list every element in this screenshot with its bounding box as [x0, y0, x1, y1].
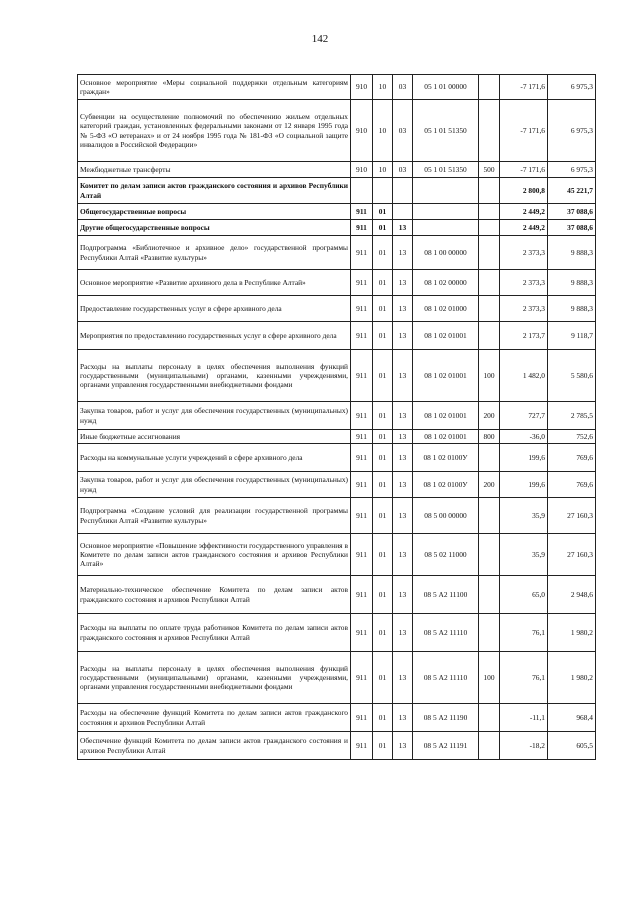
- row-subsection-cell: 03: [393, 100, 413, 162]
- row-name-cell: Подпрограмма «Создание условий для реализации государственной программы Республики Алтай «Развитие культуры»: [78, 498, 351, 534]
- row-section-cell: 01: [373, 576, 393, 614]
- row-name-cell: Основное мероприятие «Повышение эффективности государственного управления в Комитете по делам записи актов гражданского состояния и архивов Республики Алтай»: [78, 534, 351, 576]
- row-amount-change-cell: 2 449,2: [500, 204, 548, 220]
- row-amount-change-cell: 76,1: [500, 652, 548, 704]
- row-amount-change-cell: 199,6: [500, 472, 548, 498]
- row-amount-change-cell: 727,7: [500, 402, 548, 430]
- budget-table: [77, 74, 596, 760]
- page-number: 142: [311, 33, 329, 45]
- row-name-cell: Обеспечение функций Комитета по делам записи актов гражданского состояния и архивов Республики Алтай: [78, 732, 351, 760]
- row-name-cell: Комитет по делам записи актов гражданского состояния и архивов Республики Алтай: [78, 178, 351, 204]
- row-name-cell: Расходы на выплаты по оплате труда работников Комитета по делам записи актов гражданского состояния и архивов Республики Алтай: [78, 614, 351, 652]
- row-amount-total-cell: 37 088,6: [548, 204, 596, 220]
- row-section-cell: 01: [373, 350, 393, 402]
- row-target-article-cell: [413, 220, 479, 236]
- row-subsection-cell: 13: [393, 614, 413, 652]
- row-subsection-cell: 13: [393, 534, 413, 576]
- row-subsection-cell: 13: [393, 498, 413, 534]
- table-row: [78, 402, 596, 430]
- row-section-cell: 01: [373, 444, 393, 472]
- table-row: [78, 534, 596, 576]
- row-ved-cell: 910: [351, 75, 373, 100]
- table-row: [78, 204, 596, 220]
- row-name-cell: Мероприятия по предоставлению государственных услуг в сфере архивного дела: [78, 322, 351, 350]
- row-expense-type-cell: [479, 322, 500, 350]
- row-section-cell: 01: [373, 204, 393, 220]
- row-amount-change-cell: 2 800,8: [500, 178, 548, 204]
- row-amount-change-cell: -7 171,6: [500, 162, 548, 178]
- row-name-cell: Межбюджетные трансферты: [78, 162, 351, 178]
- row-amount-total-cell: 9 888,3: [548, 270, 596, 296]
- row-subsection-cell: 13: [393, 652, 413, 704]
- table-row: [78, 614, 596, 652]
- table-row: [78, 178, 596, 204]
- row-section-cell: 10: [373, 100, 393, 162]
- row-target-article-cell: 08 1 02 01001: [413, 430, 479, 444]
- row-ved-cell: [351, 178, 373, 204]
- row-amount-total-cell: 769,6: [548, 472, 596, 498]
- row-amount-total-cell: 6 975,3: [548, 162, 596, 178]
- row-expense-type-cell: [479, 498, 500, 534]
- row-ved-cell: 911: [351, 402, 373, 430]
- row-subsection-cell: 13: [393, 732, 413, 760]
- row-expense-type-cell: [479, 614, 500, 652]
- row-name-cell: Расходы на коммунальные услуги учреждений в сфере архивного дела: [78, 444, 351, 472]
- row-amount-total-cell: 968,4: [548, 704, 596, 732]
- row-subsection-cell: 13: [393, 236, 413, 270]
- row-expense-type-cell: [479, 270, 500, 296]
- row-subsection-cell: 13: [393, 220, 413, 236]
- table-row: [78, 75, 596, 100]
- table-row: [78, 444, 596, 472]
- row-expense-type-cell: 500: [479, 162, 500, 178]
- row-ved-cell: 911: [351, 704, 373, 732]
- row-name-cell: Основное мероприятие «Меры социальной поддержки отдельным категориям граждан»: [78, 75, 351, 100]
- row-subsection-cell: 13: [393, 444, 413, 472]
- row-target-article-cell: 08 1 02 0100У: [413, 472, 479, 498]
- row-section-cell: 01: [373, 732, 393, 760]
- row-amount-change-cell: -7 171,6: [500, 75, 548, 100]
- row-ved-cell: 911: [351, 534, 373, 576]
- row-amount-total-cell: 2 785,5: [548, 402, 596, 430]
- row-name-cell: Закупка товаров, работ и услуг для обеспечения государственных (муниципальных) нужд: [78, 402, 351, 430]
- row-target-article-cell: 08 5 02 11000: [413, 534, 479, 576]
- row-amount-total-cell: 9 888,3: [548, 236, 596, 270]
- row-amount-total-cell: 605,5: [548, 732, 596, 760]
- row-target-article-cell: 08 1 00 00000: [413, 236, 479, 270]
- row-expense-type-cell: [479, 704, 500, 732]
- row-expense-type-cell: [479, 576, 500, 614]
- row-section-cell: 01: [373, 402, 393, 430]
- row-amount-total-cell: 5 580,6: [548, 350, 596, 402]
- row-name-cell: Материально-техническое обеспечение Комитета по делам записи актов гражданского состояния и архивов Республики Алтай: [78, 576, 351, 614]
- row-target-article-cell: 05 1 01 51350: [413, 162, 479, 178]
- row-expense-type-cell: 800: [479, 430, 500, 444]
- table-row: [78, 498, 596, 534]
- row-subsection-cell: 13: [393, 322, 413, 350]
- row-target-article-cell: 08 5 00 00000: [413, 498, 479, 534]
- row-ved-cell: 911: [351, 576, 373, 614]
- row-section-cell: 10: [373, 162, 393, 178]
- row-section-cell: 01: [373, 322, 393, 350]
- row-amount-change-cell: 65,0: [500, 576, 548, 614]
- row-amount-change-cell: 2 449,2: [500, 220, 548, 236]
- row-expense-type-cell: 100: [479, 652, 500, 704]
- table-row: [78, 100, 596, 162]
- table-row: [78, 652, 596, 704]
- row-expense-type-cell: [479, 100, 500, 162]
- row-target-article-cell: 05 1 01 00000: [413, 75, 479, 100]
- table-row: [78, 322, 596, 350]
- row-name-cell: Другие общегосударственные вопросы: [78, 220, 351, 236]
- row-expense-type-cell: 200: [479, 402, 500, 430]
- table-row: [78, 162, 596, 178]
- row-subsection-cell: 13: [393, 472, 413, 498]
- row-name-cell: Расходы на выплаты персоналу в целях обеспечения выполнения функций государственными (муниципальными) органами, казенными учреждениями, органами управления государственными внебюджетными фондами: [78, 652, 351, 704]
- row-ved-cell: 911: [351, 322, 373, 350]
- row-amount-change-cell: 1 482,0: [500, 350, 548, 402]
- row-section-cell: 10: [373, 75, 393, 100]
- row-expense-type-cell: 200: [479, 472, 500, 498]
- row-name-cell: Основное мероприятие «Развитие архивного дела в Республике Алтай»: [78, 270, 351, 296]
- row-target-article-cell: 08 5 А2 11110: [413, 652, 479, 704]
- row-target-article-cell: 08 5 А2 11190: [413, 704, 479, 732]
- row-subsection-cell: [393, 204, 413, 220]
- table-row: [78, 220, 596, 236]
- row-amount-change-cell: 199,6: [500, 444, 548, 472]
- row-name-cell: Закупка товаров, работ и услуг для обеспечения государственных (муниципальных) нужд: [78, 472, 351, 498]
- budget-table-body: [78, 75, 596, 760]
- row-amount-total-cell: 752,6: [548, 430, 596, 444]
- table-row: [78, 270, 596, 296]
- row-name-cell: Предоставление государственных услуг в сфере архивного дела: [78, 296, 351, 322]
- row-name-cell: Общегосударственные вопросы: [78, 204, 351, 220]
- row-ved-cell: 910: [351, 162, 373, 178]
- table-row: [78, 430, 596, 444]
- row-section-cell: 01: [373, 652, 393, 704]
- table-row: [78, 296, 596, 322]
- row-section-cell: 01: [373, 220, 393, 236]
- row-amount-change-cell: -7 171,6: [500, 100, 548, 162]
- row-subsection-cell: 13: [393, 270, 413, 296]
- row-subsection-cell: 13: [393, 430, 413, 444]
- row-amount-total-cell: 9 118,7: [548, 322, 596, 350]
- row-ved-cell: 911: [351, 204, 373, 220]
- table-row: [78, 472, 596, 498]
- row-amount-total-cell: 6 975,3: [548, 75, 596, 100]
- row-target-article-cell: [413, 178, 479, 204]
- row-name-cell: Расходы на обеспечение функций Комитета по делам записи актов гражданского состояния и архивов Республики Алтай: [78, 704, 351, 732]
- row-section-cell: 01: [373, 430, 393, 444]
- row-section-cell: 01: [373, 534, 393, 576]
- row-expense-type-cell: [479, 296, 500, 322]
- row-target-article-cell: 08 5 А2 11191: [413, 732, 479, 760]
- row-target-article-cell: 08 1 02 01000: [413, 296, 479, 322]
- row-amount-total-cell: 1 980,2: [548, 614, 596, 652]
- row-amount-change-cell: 35,9: [500, 534, 548, 576]
- row-subsection-cell: 13: [393, 350, 413, 402]
- row-section-cell: 01: [373, 236, 393, 270]
- row-amount-change-cell: 2 373,3: [500, 270, 548, 296]
- row-subsection-cell: 13: [393, 296, 413, 322]
- row-target-article-cell: 08 1 02 01001: [413, 322, 479, 350]
- row-expense-type-cell: [479, 236, 500, 270]
- row-ved-cell: 911: [351, 270, 373, 296]
- row-amount-change-cell: -11,1: [500, 704, 548, 732]
- row-ved-cell: 911: [351, 614, 373, 652]
- row-target-article-cell: 05 1 01 51350: [413, 100, 479, 162]
- row-ved-cell: 911: [351, 444, 373, 472]
- row-amount-total-cell: 45 221,7: [548, 178, 596, 204]
- row-amount-total-cell: 27 160,3: [548, 498, 596, 534]
- table-row: [78, 576, 596, 614]
- row-target-article-cell: 08 1 02 00000: [413, 270, 479, 296]
- row-name-cell: Расходы на выплаты персоналу в целях обеспечения выполнения функций государственными (муниципальными) органами, казенными учреждениями, органами управления государственными внебюджетными фондами: [78, 350, 351, 402]
- row-name-cell: Субвенции на осуществление полномочий по обеспечению жильем отдельных категорий граждан, установленных федеральными законами от 12 января 1995 года № 5-ФЗ «О ветеранах» и от 24 ноября 1995 года № 181-ФЗ «О социальной защите инвалидов в Российской Федерации»: [78, 100, 351, 162]
- row-amount-change-cell: 35,9: [500, 498, 548, 534]
- row-ved-cell: 911: [351, 220, 373, 236]
- row-target-article-cell: 08 1 02 01001: [413, 350, 479, 402]
- row-subsection-cell: 13: [393, 704, 413, 732]
- row-ved-cell: 910: [351, 100, 373, 162]
- row-section-cell: 01: [373, 498, 393, 534]
- row-amount-total-cell: 2 948,6: [548, 576, 596, 614]
- row-target-article-cell: 08 1 02 01001: [413, 402, 479, 430]
- row-amount-change-cell: 2 373,3: [500, 236, 548, 270]
- row-amount-change-cell: 2 173,7: [500, 322, 548, 350]
- row-section-cell: 01: [373, 704, 393, 732]
- row-amount-change-cell: 2 373,3: [500, 296, 548, 322]
- row-section-cell: 01: [373, 614, 393, 652]
- row-section-cell: [373, 178, 393, 204]
- row-name-cell: Иные бюджетные ассигнования: [78, 430, 351, 444]
- row-amount-total-cell: 1 980,2: [548, 652, 596, 704]
- row-ved-cell: 911: [351, 652, 373, 704]
- row-amount-total-cell: 37 088,6: [548, 220, 596, 236]
- row-amount-change-cell: 76,1: [500, 614, 548, 652]
- row-amount-total-cell: 9 888,3: [548, 296, 596, 322]
- row-target-article-cell: [413, 204, 479, 220]
- table-row: [78, 732, 596, 760]
- row-subsection-cell: 03: [393, 162, 413, 178]
- row-ved-cell: 911: [351, 430, 373, 444]
- row-expense-type-cell: [479, 178, 500, 204]
- row-expense-type-cell: [479, 204, 500, 220]
- row-target-article-cell: 08 1 02 0100У: [413, 444, 479, 472]
- row-subsection-cell: 13: [393, 402, 413, 430]
- table-row: [78, 236, 596, 270]
- row-expense-type-cell: [479, 444, 500, 472]
- row-section-cell: 01: [373, 270, 393, 296]
- row-ved-cell: 911: [351, 732, 373, 760]
- row-amount-change-cell: -36,0: [500, 430, 548, 444]
- row-amount-total-cell: 6 975,3: [548, 100, 596, 162]
- row-amount-change-cell: -18,2: [500, 732, 548, 760]
- row-expense-type-cell: [479, 75, 500, 100]
- row-amount-total-cell: 769,6: [548, 444, 596, 472]
- row-ved-cell: 911: [351, 296, 373, 322]
- row-subsection-cell: [393, 178, 413, 204]
- row-ved-cell: 911: [351, 236, 373, 270]
- row-name-cell: Подпрограмма «Библиотечное и архивное дело» государственной программы Республики Алтай «Развитие культуры»: [78, 236, 351, 270]
- row-expense-type-cell: [479, 220, 500, 236]
- row-target-article-cell: 08 5 А2 11100: [413, 576, 479, 614]
- table-row: [78, 704, 596, 732]
- row-expense-type-cell: [479, 534, 500, 576]
- row-expense-type-cell: [479, 732, 500, 760]
- row-subsection-cell: 13: [393, 576, 413, 614]
- row-section-cell: 01: [373, 472, 393, 498]
- row-ved-cell: 911: [351, 472, 373, 498]
- row-amount-total-cell: 27 160,3: [548, 534, 596, 576]
- row-expense-type-cell: 100: [479, 350, 500, 402]
- row-section-cell: 01: [373, 296, 393, 322]
- table-row: [78, 350, 596, 402]
- row-subsection-cell: 03: [393, 75, 413, 100]
- row-ved-cell: 911: [351, 498, 373, 534]
- row-ved-cell: 911: [351, 350, 373, 402]
- row-target-article-cell: 08 5 А2 11110: [413, 614, 479, 652]
